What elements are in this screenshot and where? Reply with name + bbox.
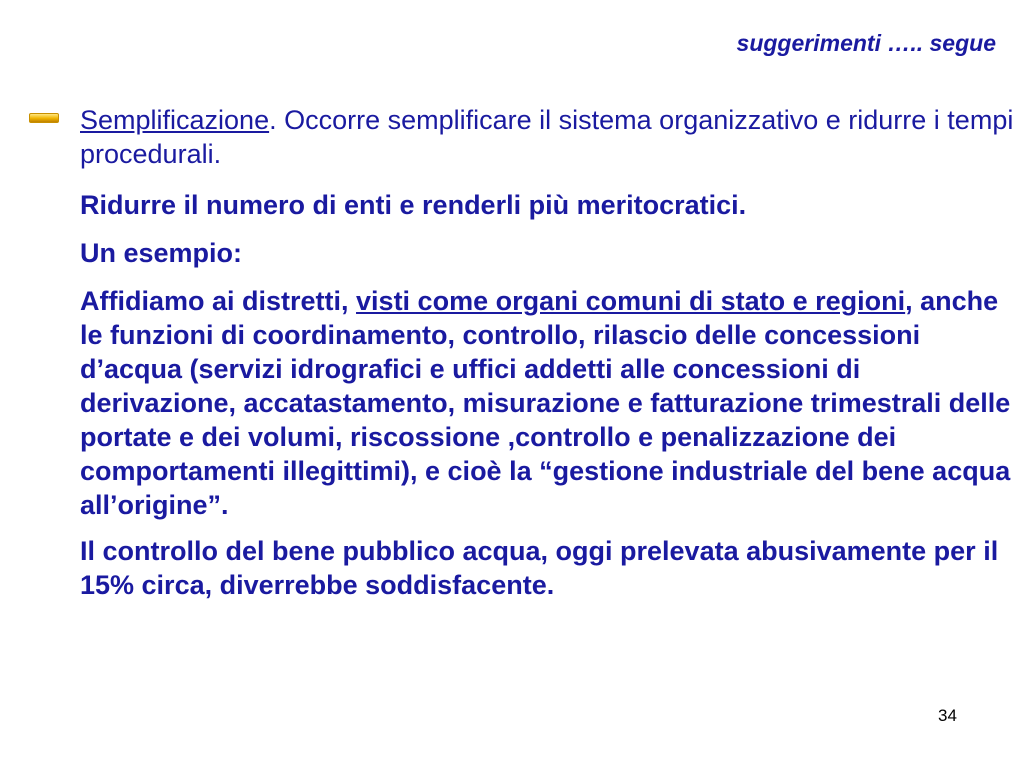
paragraph-ridurre-enti: Ridurre il numero di enti e renderli più meritocratici. [80,190,747,220]
underlined-phrase: visti come organi comuni di stato e regioni [356,286,906,316]
paragraph-4-rest: , anche le funzioni di coordinamento, controllo, rilascio delle concessioni d’acqua (servizi idrografici e uffici addetti alle concessioni di derivazione, accatastamento, misurazione e fatturazione trimestrali delle portate e dei volumi, riscossione ,controllo e penalizzazione dei comportamenti illegittimi), e cioè la “gestione industriale del bene acqua all’origine”. [80,286,1011,520]
page-number: 34 [938,706,957,725]
slide-title: suggerimenti ….. segue [736,30,996,56]
paragraph-controllo-acqua: Il controllo del bene pubblico acqua, oggi prelevata abusivamente per il 15% circa, diverrebbe soddisfacente. [80,536,999,600]
paragraph-semplificazione [80,103,1015,171]
paragraph-affidiamo-distretti [80,284,1015,522]
slide-body [80,103,1015,616]
bullet-marker-icon [29,113,59,123]
paragraph-4-start: Affidiamo ai distretti, [80,286,357,316]
paragraph-1-text: . Occorre semplificare il sistema organizzativo e ridurre i tempi procedurali. [80,105,1014,169]
semplificazione-term: Semplificazione [80,105,270,135]
paragraph-esempio-heading: Un esempio: [80,238,243,268]
